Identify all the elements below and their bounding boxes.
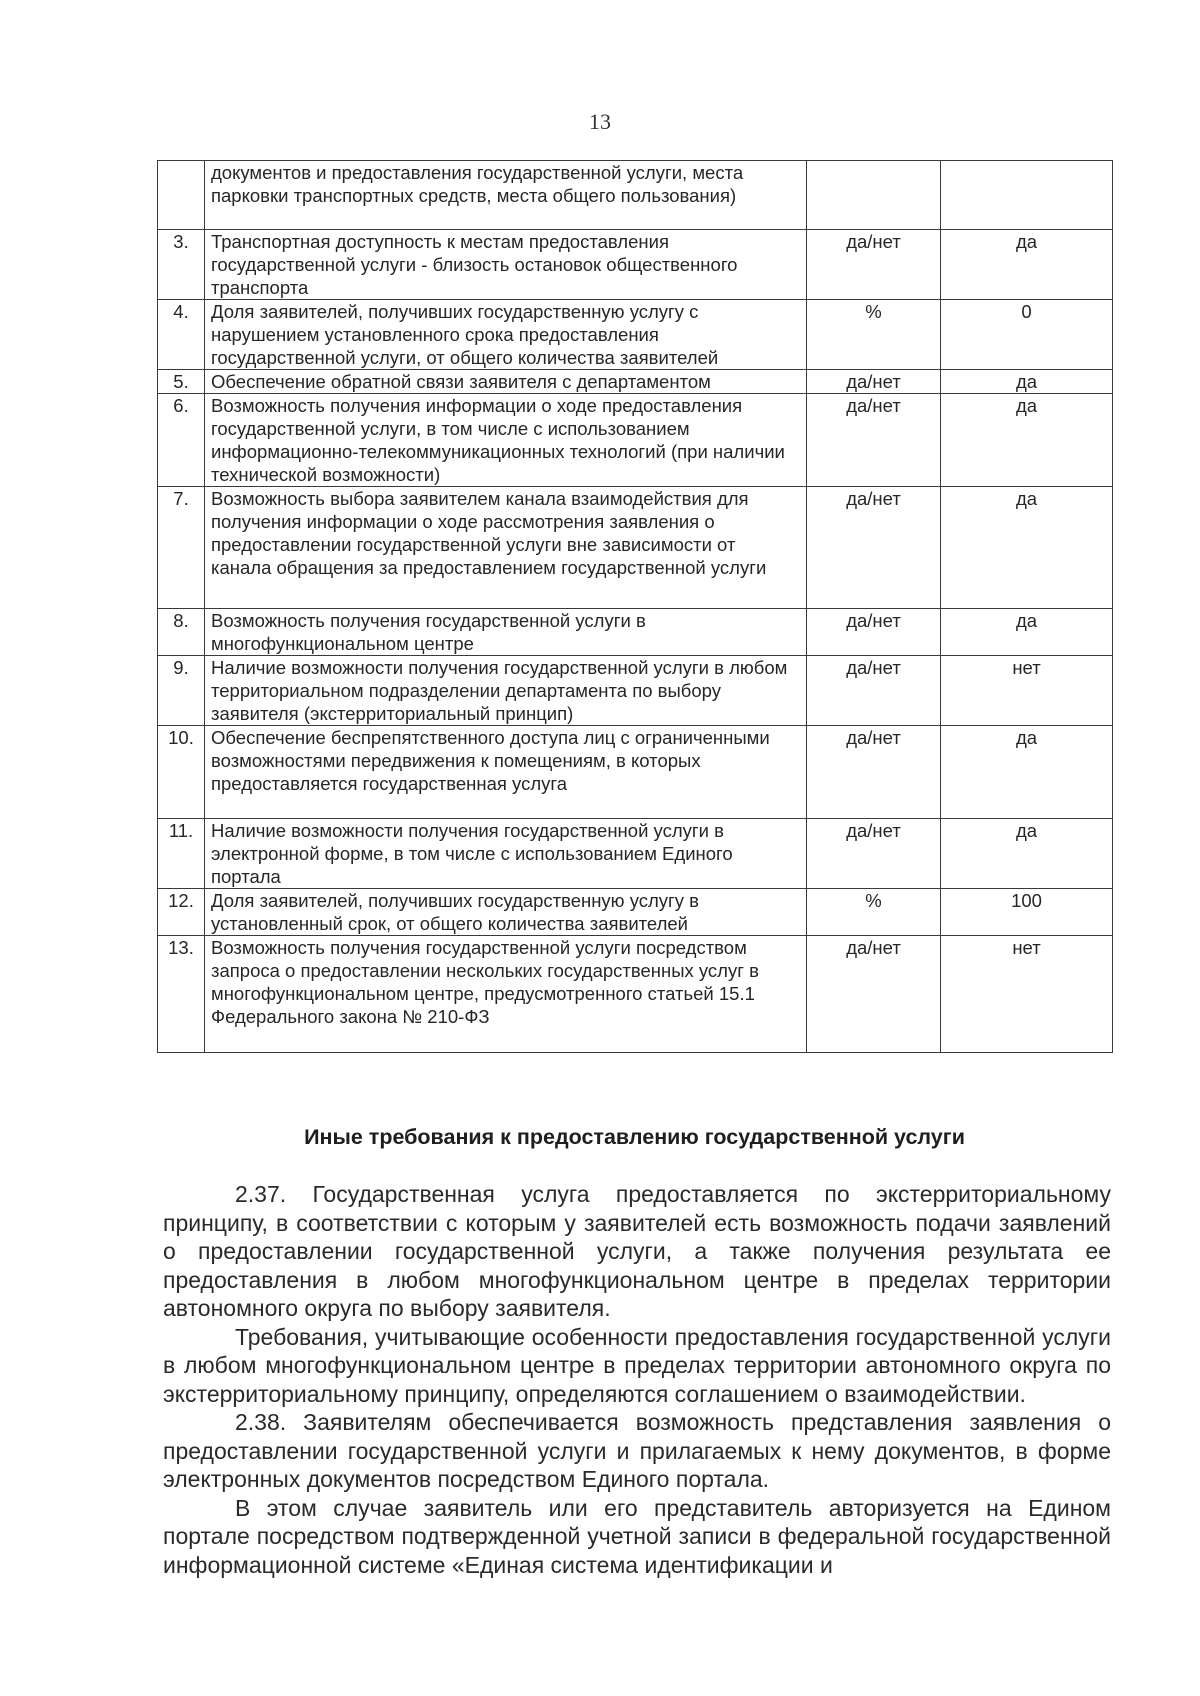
value-cell: да: [941, 394, 1113, 487]
paragraph-2-37: 2.37. Государственная услуга предоставляется по экстерриториальному принципу, в соответствии с которым у заявителей есть возможность подачи заявлений о предоставлении государственной услуги, а также получения результата ее предоставления в любом многофункциональном центре в пределах территории автономного округа по выбору заявителя.: [163, 1181, 1111, 1321]
table-row: [158, 609, 1113, 656]
unit-cell: %: [807, 300, 941, 370]
unit-cell: да/нет: [807, 370, 941, 394]
unit-cell: да/нет: [807, 819, 941, 889]
table-row: [158, 726, 1113, 819]
value-cell: да: [941, 487, 1113, 609]
paragraph-authorization: В этом случае заявитель или его представитель авторизуется на Едином портале посредством подтвержденной учетной записи в федеральной государственной информационной системе «Единая система идентификации и: [163, 1494, 1111, 1578]
paragraph-requirements: Требования, учитывающие особенности предоставления государственной услуги в любом многофункциональном центре в пределах территории автономного округа по экстерриториальному принципу, определяются соглашением о взаимодействии.: [163, 1323, 1111, 1407]
table-row: [158, 819, 1113, 889]
indicator-text: Обеспечение обратной связи заявителя с департаментом: [205, 370, 807, 394]
table-row: [158, 936, 1113, 1053]
value-cell: да: [941, 819, 1113, 889]
indicator-text: Наличие возможности получения государственной услуги в любом территориальном подразделении департамента по выбору заявителя (экстерриториальный принцип): [205, 656, 807, 726]
row-number: 3.: [158, 230, 205, 300]
row-number: 13.: [158, 936, 205, 1053]
unit-cell: да/нет: [807, 394, 941, 487]
value-cell: 100: [941, 889, 1113, 936]
indicator-text: Доля заявителей, получивших государственную услугу с нарушением установленного срока предоставления государственной услуги, от общего количества заявителей: [205, 300, 807, 370]
row-number: 6.: [158, 394, 205, 487]
value-cell: да: [941, 726, 1113, 819]
unit-cell: %: [807, 889, 941, 936]
row-number: [158, 161, 205, 230]
indicator-text: Обеспечение беспрепятственного доступа лиц с ограниченными возможностями передвижения к помещениям, в которых предоставляется государственная услуга: [205, 726, 807, 819]
row-number: 9.: [158, 656, 205, 726]
row-number: 8.: [158, 609, 205, 656]
value-cell: нет: [941, 936, 1113, 1053]
page-number: 13: [589, 109, 611, 134]
indicator-text: Транспортная доступность к местам предоставления государственной услуги - близость остановок общественного транспорта: [205, 230, 807, 300]
indicator-text: Наличие возможности получения государственной услуги в электронной форме, в том числе с использованием Единого портала: [205, 819, 807, 889]
indicator-text: Доля заявителей, получивших государственную услугу в установленный срок, от общего количества заявителей: [205, 889, 807, 936]
unit-cell: да/нет: [807, 230, 941, 300]
body-text: [163, 1180, 1111, 1579]
indicator-text: Возможность получения государственной услуги посредством запроса о предоставлении нескольких государственных услуг в многофункциональном центре, предусмотренного статьей 15.1 Федерального закона № 210-ФЗ: [205, 936, 807, 1053]
unit-cell: [807, 161, 941, 230]
indicator-text: Возможность получения государственной услуги в многофункциональном центре: [205, 609, 807, 656]
indicator-text: Возможность выбора заявителем канала взаимодействия для получения информации о ходе рассмотрения заявления о предоставлении государственной услуги вне зависимости от канала обращения за предоставлением государственной услуги: [205, 487, 807, 609]
indicators-table: [157, 160, 1113, 1053]
indicator-text: документов и предоставления государственной услуги, места парковки транспортных средств, места общего пользования): [205, 161, 807, 230]
table-row: [158, 656, 1113, 726]
value-cell: 0: [941, 300, 1113, 370]
value-cell: да: [941, 230, 1113, 300]
row-number: 11.: [158, 819, 205, 889]
unit-cell: да/нет: [807, 936, 941, 1053]
section-title: Иные требования к предоставлению государственной услуги: [304, 1125, 965, 1149]
table-row: [158, 889, 1113, 936]
table-row: [158, 161, 1113, 230]
indicator-text: Возможность получения информации о ходе предоставления государственной услуги, в том числе с использованием информационно-телекоммуникационных технологий (при наличии технической возможности): [205, 394, 807, 487]
table-row: [158, 487, 1113, 609]
value-cell: [941, 161, 1113, 230]
value-cell: нет: [941, 656, 1113, 726]
row-number: 12.: [158, 889, 205, 936]
value-cell: да: [941, 609, 1113, 656]
row-number: 5.: [158, 370, 205, 394]
value-cell: да: [941, 370, 1113, 394]
table-row: [158, 370, 1113, 394]
unit-cell: да/нет: [807, 656, 941, 726]
unit-cell: да/нет: [807, 726, 941, 819]
unit-cell: да/нет: [807, 609, 941, 656]
row-number: 4.: [158, 300, 205, 370]
unit-cell: да/нет: [807, 487, 941, 609]
table-row: [158, 394, 1113, 487]
table-row: [158, 300, 1113, 370]
row-number: 10.: [158, 726, 205, 819]
paragraph-2-38: 2.38. Заявителям обеспечивается возможность представления заявления о предоставлении государственной услуги и прилагаемых к нему документов, в форме электронных документов посредством Единого портала.: [163, 1409, 1111, 1492]
row-number: 7.: [158, 487, 205, 609]
table-row: [158, 230, 1113, 300]
